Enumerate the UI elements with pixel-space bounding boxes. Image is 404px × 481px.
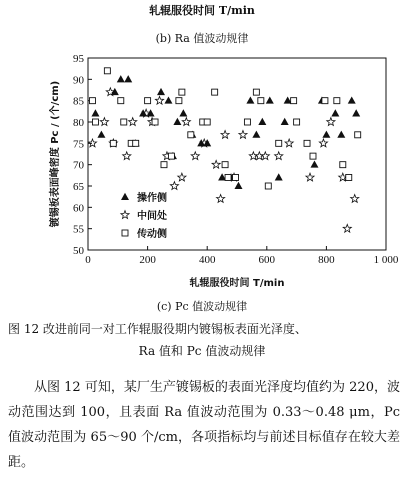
data-point-triangle xyxy=(310,160,318,167)
data-point-star xyxy=(88,139,96,147)
data-point-square xyxy=(265,183,271,189)
data-point-square xyxy=(118,98,124,104)
data-point-square xyxy=(294,119,300,125)
data-point-triangle xyxy=(117,75,125,82)
y-tick-label: 85 xyxy=(73,95,84,108)
data-point-square xyxy=(310,153,316,159)
data-point-triangle xyxy=(91,109,99,116)
x-axis-label: 轧辊服役时间 T/min xyxy=(189,278,285,289)
data-point-star xyxy=(306,173,314,181)
data-point-star xyxy=(182,118,190,126)
figure-caption-line2: Ra 值和 Pc 值波动规律 xyxy=(138,344,266,358)
data-point-star xyxy=(191,152,199,160)
data-point-square xyxy=(340,162,346,168)
data-point-square xyxy=(346,174,352,180)
data-point-star xyxy=(100,118,108,126)
subfigure-c-caption: (c) Pc 值波动规律 xyxy=(156,300,248,313)
data-point-square xyxy=(222,162,228,168)
data-point-triangle xyxy=(352,109,360,116)
data-point-star xyxy=(170,182,178,190)
data-point-square xyxy=(179,89,185,95)
data-point-triangle xyxy=(111,88,119,95)
data-point-star xyxy=(217,195,225,203)
y-tick-label: 80 xyxy=(73,117,84,129)
pc-scatter-chart xyxy=(0,50,404,296)
data-point-square xyxy=(322,98,328,104)
data-point-square xyxy=(133,140,139,146)
y-tick-label: 75 xyxy=(73,138,84,151)
data-point-square xyxy=(355,132,361,138)
figure-caption-line1: 图 12 改进前同一对工作辊服役期内镀锡板表面光泽度、 xyxy=(8,322,307,336)
data-point-triangle xyxy=(266,96,274,103)
data-point-square xyxy=(110,140,116,146)
legend-label: 中间处 xyxy=(137,211,167,222)
data-point-square xyxy=(92,119,98,125)
legend-marker-star xyxy=(121,211,129,219)
data-point-star xyxy=(319,139,327,147)
data-point-square xyxy=(304,140,310,146)
data-point-star xyxy=(221,131,229,139)
data-point-triangle xyxy=(246,96,254,103)
data-point-square xyxy=(204,119,210,125)
data-point-triangle xyxy=(258,118,266,125)
data-point-square xyxy=(291,98,297,104)
data-point-square xyxy=(233,174,239,180)
data-point-star xyxy=(129,118,137,126)
data-point-square xyxy=(225,174,231,180)
data-point-triangle xyxy=(331,109,339,116)
data-point-star xyxy=(123,152,131,160)
y-tick-label: 65 xyxy=(73,181,84,193)
data-point-square xyxy=(176,98,182,104)
data-point-triangle xyxy=(179,109,187,116)
plot-frame xyxy=(88,58,386,250)
data-point-triangle xyxy=(164,96,172,103)
body-paragraph: 从图 12 可知，某厂生产镀锡板的表面光泽度均值约为 220，波动范围达到 100，且表面 Ra 值波动范围为 0.33～0.48 μm，Pc 值波动范围为 65～90 个/cm，各项指标均与前述目标值存在较大差距。 xyxy=(8,380,400,470)
data-point-square xyxy=(253,89,259,95)
data-point-square xyxy=(89,98,95,104)
y-tick-label: 95 xyxy=(73,53,84,65)
data-point-square xyxy=(168,153,174,159)
x-tick-label: 1 000 xyxy=(373,254,399,266)
data-point-star xyxy=(178,173,186,181)
data-point-triangle xyxy=(157,88,165,95)
legend-label: 操作侧 xyxy=(137,193,167,204)
subfigure-b-caption: (b) Ra 值波动规律 xyxy=(155,32,249,45)
data-point-square xyxy=(334,98,340,104)
data-point-square xyxy=(188,132,194,138)
x-tick-label: 800 xyxy=(318,254,335,266)
data-point-square xyxy=(121,119,127,125)
data-point-square xyxy=(161,162,167,168)
y-tick-label: 90 xyxy=(73,74,84,87)
legend-marker-square xyxy=(122,230,128,236)
data-point-triangle xyxy=(234,182,242,189)
data-point-star xyxy=(275,152,283,160)
y-tick-label: 70 xyxy=(73,159,84,172)
data-point-square xyxy=(258,98,264,104)
data-point-square xyxy=(152,119,158,125)
data-point-triangle xyxy=(322,131,330,138)
legend-label: 传动侧 xyxy=(137,229,167,240)
x-tick-label: 200 xyxy=(139,254,156,266)
data-point-star xyxy=(351,195,359,203)
data-point-triangle xyxy=(348,96,356,103)
y-tick-label: 60 xyxy=(73,202,84,215)
data-point-square xyxy=(276,140,282,146)
data-point-triangle xyxy=(124,75,132,82)
x-tick-label: 400 xyxy=(198,254,216,266)
data-point-triangle xyxy=(337,131,345,138)
data-point-square xyxy=(104,68,110,74)
data-point-square xyxy=(145,98,151,104)
data-point-star xyxy=(343,224,351,232)
x-tick-label: 600 xyxy=(258,254,276,266)
y-tick-label: 55 xyxy=(73,223,84,236)
data-point-star xyxy=(239,131,247,139)
data-point-star xyxy=(155,96,163,104)
y-tick-label: 50 xyxy=(73,245,84,257)
data-point-triangle xyxy=(97,131,105,138)
data-point-triangle xyxy=(275,173,283,180)
top-axis-title: 轧辊服役时间 T/min xyxy=(149,4,255,17)
data-point-square xyxy=(244,119,250,125)
data-point-triangle xyxy=(173,118,181,125)
data-point-star xyxy=(212,160,220,168)
data-point-star xyxy=(285,139,293,147)
data-point-triangle xyxy=(147,109,155,116)
legend-marker-triangle xyxy=(121,193,129,200)
data-point-triangle xyxy=(281,118,289,125)
data-point-star xyxy=(261,152,269,160)
data-point-triangle xyxy=(252,131,260,138)
data-point-star xyxy=(327,118,335,126)
x-tick-label: 0 xyxy=(85,254,91,266)
data-point-square xyxy=(212,89,218,95)
y-axis-label: 镀锡板表面峰密度 Pc / (个/cm) xyxy=(50,80,61,228)
